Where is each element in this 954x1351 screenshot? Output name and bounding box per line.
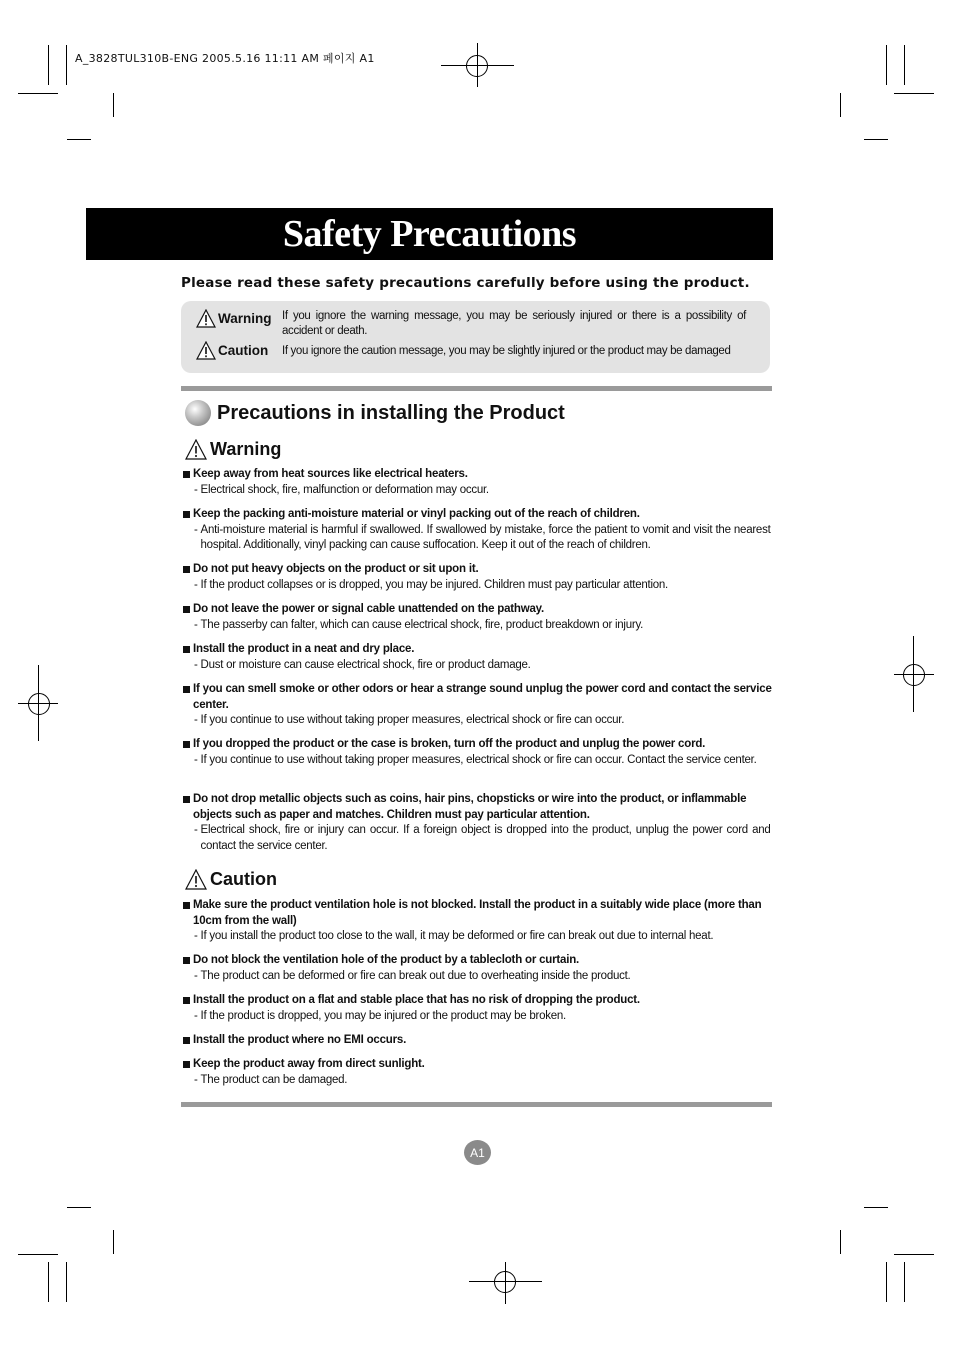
list-item xyxy=(181,792,773,854)
list-item xyxy=(181,1057,773,1088)
registration-line xyxy=(477,43,478,87)
section-heading xyxy=(185,400,565,426)
caution-triangle-icon xyxy=(185,869,207,890)
intro-text: Please read these safety precautions carefully before using the product. xyxy=(181,275,750,291)
square-bullet-icon xyxy=(183,796,190,803)
item-detail: - Anti-moisture material is harmful if swallowed. If swallowed by mistake, force the patient to vomit and visit the nearest hospital. Additionally, vinyl packing can cause suffocation. Keep it out of the reach of children. xyxy=(194,523,771,551)
list-item xyxy=(181,602,773,633)
item-detail: - The product can be deformed or fire can break out due to overheating inside the product. xyxy=(194,969,631,982)
list-item xyxy=(181,642,773,673)
list-item xyxy=(181,682,773,729)
item-title: Do not drop metallic objects such as coins, hair pins, chopsticks or wire into the product, or inflammable objects such as paper and matches. Children must pay particular attention. xyxy=(193,793,747,821)
legend-caution-label: Caution xyxy=(218,343,269,358)
crop-mark xyxy=(886,1262,887,1302)
legend-box xyxy=(181,301,770,373)
crop-mark xyxy=(18,93,58,94)
crop-mark xyxy=(67,1207,91,1208)
crop-mark xyxy=(904,45,905,85)
list-item xyxy=(181,737,773,768)
legend-warning-label: Warning xyxy=(218,311,272,326)
square-bullet-icon xyxy=(183,686,190,693)
square-bullet-icon xyxy=(183,902,190,909)
square-bullet-icon xyxy=(183,566,190,573)
section-title: Precautions in installing the Product xyxy=(217,401,565,424)
crop-mark xyxy=(48,1262,49,1302)
item-title: Keep the packing anti-moisture material or vinyl packing out of the reach of children. xyxy=(193,508,640,520)
item-detail: - If the product collapses or is dropped, you may be injured. Children must pay particular attention. xyxy=(194,578,668,591)
list-item xyxy=(181,953,773,984)
section-divider-top xyxy=(181,386,772,391)
square-bullet-icon xyxy=(183,957,190,964)
page-number-badge: A1 xyxy=(464,1140,491,1165)
crop-mark xyxy=(113,93,114,117)
legend-caution-term xyxy=(196,341,282,360)
warning-heading xyxy=(185,439,281,460)
item-title: Do not put heavy objects on the product or sit upon it. xyxy=(193,563,479,575)
square-bullet-icon xyxy=(183,1037,190,1044)
legend-caution-desc: If you ignore the caution message, you may be slightly injured or the product may be damaged xyxy=(282,345,731,357)
crop-mark xyxy=(48,45,49,85)
registration-line xyxy=(913,636,914,712)
list-item xyxy=(181,1033,773,1049)
list-item xyxy=(181,562,773,593)
crop-mark xyxy=(67,139,91,140)
item-title: Install the product where no EMI occurs. xyxy=(193,1034,407,1046)
caution-triangle-icon xyxy=(196,341,216,360)
crop-mark xyxy=(894,93,934,94)
warning-triangle-icon xyxy=(185,439,207,460)
item-title: Keep away from heat sources like electrical heaters. xyxy=(193,468,468,480)
registration-line xyxy=(38,665,39,741)
crop-mark xyxy=(66,1262,67,1302)
legend-caution-row xyxy=(196,341,746,360)
crop-mark xyxy=(18,1254,58,1255)
square-bullet-icon xyxy=(183,1061,190,1068)
item-detail: - If the product is dropped, you may be injured or the product may be broken. xyxy=(194,1009,566,1022)
legend-warning-row xyxy=(196,309,746,339)
square-bullet-icon xyxy=(183,741,190,748)
crop-mark xyxy=(66,45,67,85)
warning-triangle-icon xyxy=(196,309,216,328)
crop-mark xyxy=(904,1262,905,1302)
title-bar xyxy=(86,208,773,260)
item-detail: - If you continue to use without taking proper measures, electrical shock or fire can occur. xyxy=(194,714,625,726)
crop-mark xyxy=(840,93,841,117)
square-bullet-icon xyxy=(183,511,190,518)
registration-mark-right xyxy=(903,664,925,686)
list-item xyxy=(181,467,773,498)
item-title: Do not block the ventilation hole of the product by a tablecloth or curtain. xyxy=(193,954,580,966)
item-title: If you can smell smoke or other odors or hear a strange sound unplug the power cord and contact the service center. xyxy=(193,683,772,711)
item-detail: - The passerby can falter, which can cause electrical shock, fire, product breakdown or injury. xyxy=(194,618,644,631)
list-item xyxy=(181,507,773,554)
item-detail: - If you continue to use without taking proper measures, electrical shock or fire can occur. Contact the service center. xyxy=(194,753,757,766)
crop-mark xyxy=(886,45,887,85)
square-bullet-icon xyxy=(183,606,190,613)
item-detail: - Dust or moisture can cause electrical shock, fire or product damage. xyxy=(194,658,531,671)
legend-warning-term xyxy=(196,309,282,328)
item-title: Do not leave the power or signal cable unattended on the pathway. xyxy=(193,603,545,615)
item-title: Install the product on a flat and stable place that has no risk of dropping the product. xyxy=(193,994,640,1006)
crop-mark xyxy=(864,139,888,140)
registration-mark-left xyxy=(28,693,50,715)
square-bullet-icon xyxy=(183,646,190,653)
print-header: A_3828TUL310B-ENG 2005.5.16 11:11 AM 페이지 A1 xyxy=(75,52,375,65)
list-item xyxy=(181,993,773,1024)
section-bullet-icon xyxy=(185,400,211,426)
item-detail: - Electrical shock, fire or injury can occur. If a foreign object is dropped into the product, unplug the power cord and contact the service center. xyxy=(194,824,771,852)
registration-line xyxy=(505,1262,506,1304)
caution-heading xyxy=(185,869,277,890)
page-title: Safety Precautions xyxy=(282,213,577,255)
caution-heading-label: Caution xyxy=(210,869,277,889)
section-divider-bottom xyxy=(181,1102,772,1107)
item-detail: - If you install the product too close to the wall, it may be deformed or fire can break out due to internal heat. xyxy=(194,930,714,942)
item-title: Install the product in a neat and dry place. xyxy=(193,643,415,655)
square-bullet-icon xyxy=(183,997,190,1004)
crop-mark xyxy=(840,1230,841,1254)
legend-warning-desc: If you ignore the warning message, you may be seriously injured or there is a possibility of accident or death. xyxy=(282,310,746,337)
list-item xyxy=(181,898,773,945)
warning-heading-label: Warning xyxy=(210,439,282,459)
crop-mark xyxy=(894,1254,934,1255)
item-detail: - The product can be damaged. xyxy=(194,1073,348,1086)
item-title: If you dropped the product or the case is broken, turn off the product and unplug the power cord. xyxy=(193,738,706,750)
item-title: Keep the product away from direct sunlight. xyxy=(193,1058,425,1070)
square-bullet-icon xyxy=(183,471,190,478)
registration-line xyxy=(894,674,934,675)
crop-mark xyxy=(113,1230,114,1254)
crop-mark xyxy=(864,1207,888,1208)
item-title: Make sure the product ventilation hole is not blocked. Install the product in a suitably wide place (more than 10cm from the wall) xyxy=(193,899,762,927)
item-detail: - Electrical shock, fire, malfunction or deformation may occur. xyxy=(194,483,489,496)
